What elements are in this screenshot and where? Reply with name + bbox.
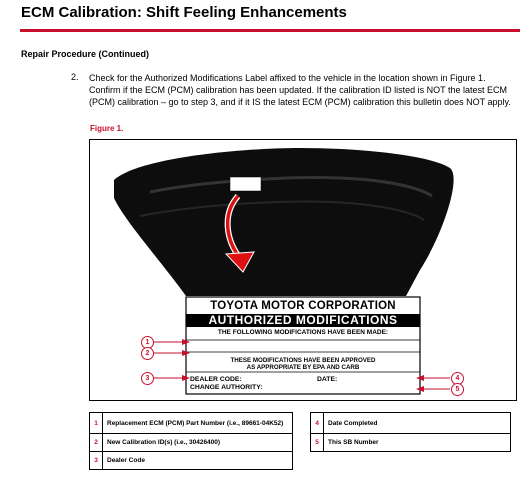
label-dealer-code: DEALER CODE: xyxy=(190,376,242,383)
label-banner: AUTHORIZED MODIFICATIONS xyxy=(186,314,420,327)
label-location-marker xyxy=(230,177,261,191)
label-approved-text xyxy=(186,357,420,371)
label-change-authority: CHANGE AUTHORITY: xyxy=(190,384,263,391)
legend-row xyxy=(90,452,511,470)
legend-num: 5 xyxy=(311,434,324,452)
step-number: 2. xyxy=(71,72,79,82)
label-company: TOYOTA MOTOR CORPORATION xyxy=(210,300,396,312)
legend-num: 3 xyxy=(90,452,103,470)
page-title: ECM Calibration: Shift Feeling Enhancements xyxy=(21,4,347,21)
legend-num: 4 xyxy=(311,413,324,434)
figure-label: Figure 1. xyxy=(90,124,124,133)
legend-text: This SB Number xyxy=(324,434,511,452)
legend-text: Date Completed xyxy=(324,413,511,434)
legend-row xyxy=(90,434,511,452)
callout-5: 5 xyxy=(451,383,464,396)
label-approved-line-1: THESE MODIFICATIONS HAVE BEEN APPROVED xyxy=(230,357,376,364)
legend-text: New Calibration ID(s) (i.e., 30426400) xyxy=(103,434,293,452)
label-date: DATE: xyxy=(317,376,338,383)
step-text: Check for the Authorized Modifications Label affixed to the vehicle in the location shown in Figure 1. Confirm if the ECM (PCM) calibration has been updated. If the calibration ID listed is NOT the latest ECM (PCM) calibration – go to step 3, and if it IS the latest ECM (PCM) calibration this bulletin does NOT apply. xyxy=(89,73,511,107)
callout-2: 2 xyxy=(141,347,154,360)
hood-shape xyxy=(114,148,454,296)
legend-table xyxy=(89,412,511,470)
legend-text: Replacement ECM (PCM) Part Number (i.e., 89661-04K52) xyxy=(103,413,293,434)
label-subheading: THE FOLLOWING MODIFICATIONS HAVE BEEN MADE: xyxy=(217,329,389,336)
legend-num: 1 xyxy=(90,413,103,434)
legend-text: Dealer Code xyxy=(103,452,293,470)
callout-3: 3 xyxy=(141,372,154,385)
callout-1: 1 xyxy=(141,336,154,349)
legend-row xyxy=(90,413,511,434)
title-rule xyxy=(20,29,520,32)
figure-1 xyxy=(89,139,517,401)
legend-num: 2 xyxy=(90,434,103,452)
callout-4: 4 xyxy=(451,372,464,385)
label-approved-line-2: AS APPROPRIATE BY EPA AND CARB xyxy=(246,364,360,371)
section-heading: Repair Procedure (Continued) xyxy=(21,49,150,59)
